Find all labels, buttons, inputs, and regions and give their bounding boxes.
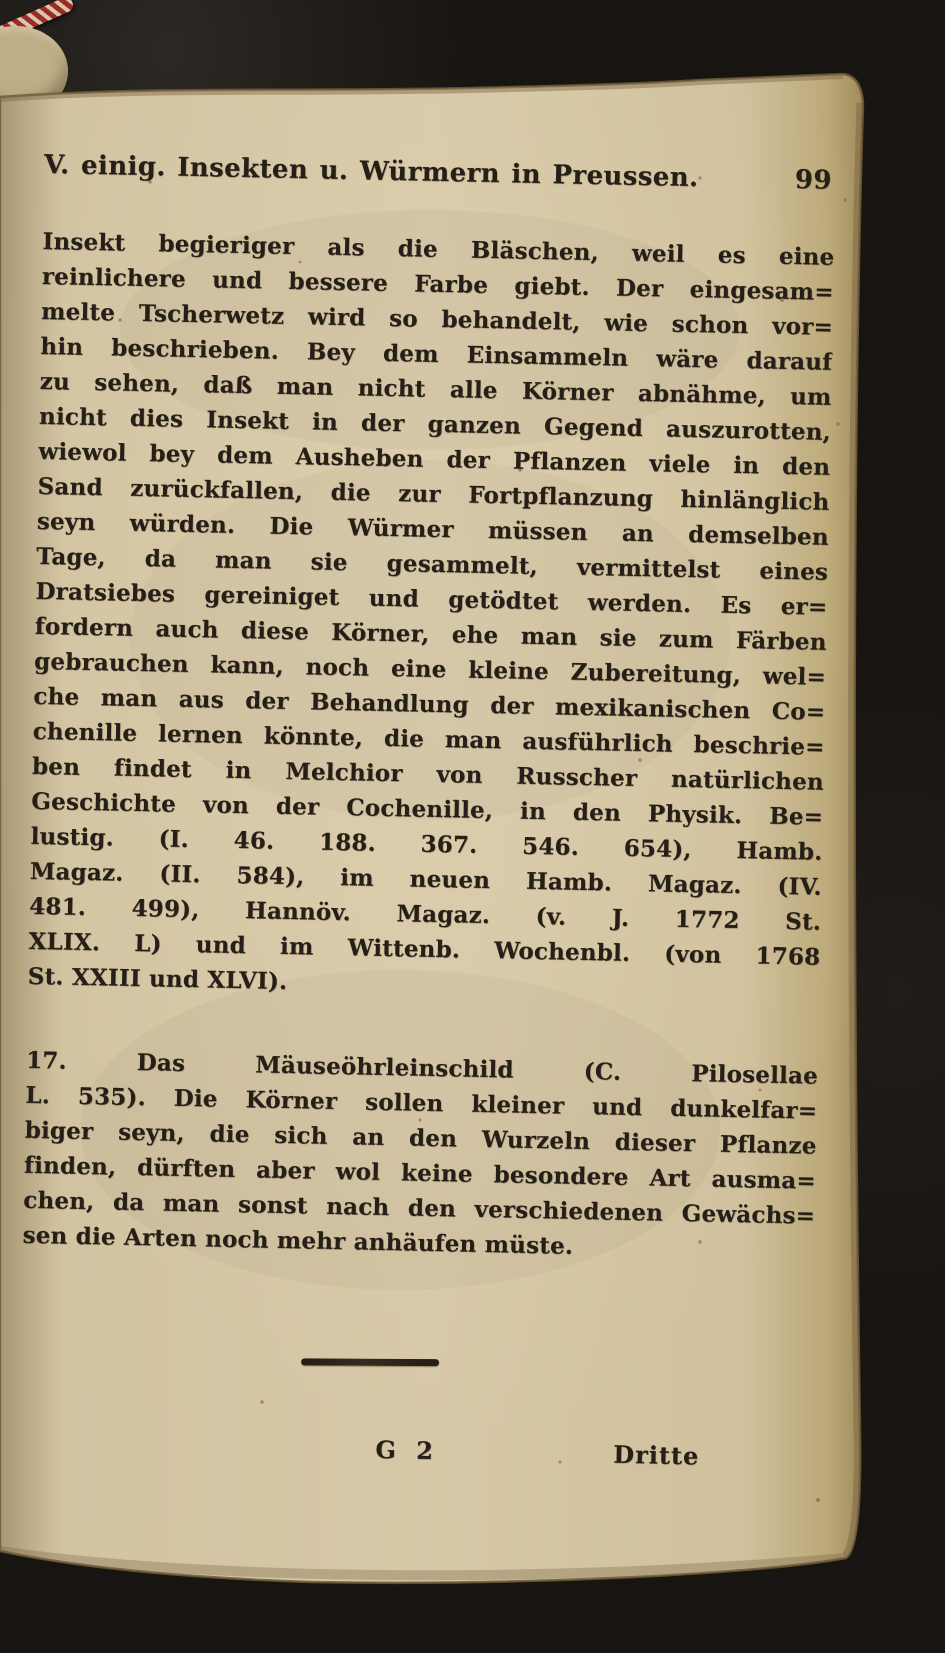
text-line: ben findet in Melchior von Russcher natürlichen xyxy=(31,752,825,796)
text-line: fordern auch diese Körner, ehe man sie zum Färben xyxy=(34,612,827,656)
text-line: Insekt begieriger als die Bläschen, weil es eine xyxy=(42,227,835,271)
text-line: Sand zurückfallen, die zur Fortpflanzung hinlänglich xyxy=(37,472,830,516)
text-line: Magaz. (II. 584), im neuen Hamb. Magaz. (IV. xyxy=(29,857,823,901)
footer-line xyxy=(18,1428,811,1484)
text-line: chen, da man sonst nach den verschiedenen Gewächs= xyxy=(23,1186,816,1230)
text-line: gebrauchen kann, noch eine kleine Zubereitung, wel= xyxy=(33,647,827,691)
text-line: melte Tscherwetz wird so behandelt, wie schon vor= xyxy=(40,297,834,341)
body-paragraph-1 xyxy=(27,224,834,1010)
text-line: seyn würden. Die Würmer müssen an demselben xyxy=(36,507,830,551)
text-line: nicht dies Insekt in der ganzen Gegend auszurotten, xyxy=(38,402,832,446)
text-line: Geschichte von der Cochenille, in den Physik. Be= xyxy=(31,787,824,831)
text-line: Tage, da man sie gesammelt, vermittelst eines xyxy=(35,542,829,586)
text-line: wiewol bey dem Ausheben der Pflanzen viele in den xyxy=(38,437,831,481)
signature-mark: G 2 xyxy=(375,1434,440,1466)
text-line: 481. 499), Hannöv. Magaz. (v. J. 1772 St. xyxy=(28,892,822,936)
text-line: L. 535). Die Körner sollen kleiner und dunkelfar= xyxy=(25,1081,818,1125)
text-line: lustig. (I. 46. 188. 367. 546. 654), Hamb. xyxy=(30,822,823,866)
page-number: 99 xyxy=(794,165,833,196)
page-text xyxy=(15,70,837,1606)
text-line: reinlichere und bessere Farbe giebt. Der eingesam= xyxy=(41,262,834,306)
running-header-title: V. einig. Insekten u. Würmern in Preussen. xyxy=(43,149,699,194)
running-header xyxy=(44,150,836,196)
text-line: XLIX. L) und im Wittenb. Wochenbl. (von 1768 xyxy=(28,927,821,971)
text-line: zu sehen, daß man nicht alle Körner abnähme, um xyxy=(39,367,832,411)
text-line: finden, dürften aber wol keine besondere Art ausma= xyxy=(23,1151,817,1195)
text-line: 17. Das Mäuseöhrleinschild (C. Pilosellae xyxy=(25,1046,819,1090)
text-line: hin beschrieben. Bey dem Einsammeln wäre darauf xyxy=(40,332,833,376)
section-divider xyxy=(301,1358,439,1366)
text-line: che man aus der Behandlung der mexikanischen Co= xyxy=(33,682,826,726)
text-line: sen die Arten noch mehr anhäufen müste. xyxy=(22,1221,574,1260)
body-paragraph-2 xyxy=(22,1043,818,1269)
text-line: Dratsiebes gereiniget und getödtet werden. Es er= xyxy=(35,577,828,621)
text-line: chenille lernen könnte, die man ausführlich beschrie= xyxy=(32,717,825,761)
text-line: biger seyn, die sich an den Wurzeln dieser Pflanze xyxy=(24,1116,817,1160)
text-line: St. XXIII und XLVI). xyxy=(27,962,288,996)
catchword: Dritte xyxy=(613,1439,700,1471)
